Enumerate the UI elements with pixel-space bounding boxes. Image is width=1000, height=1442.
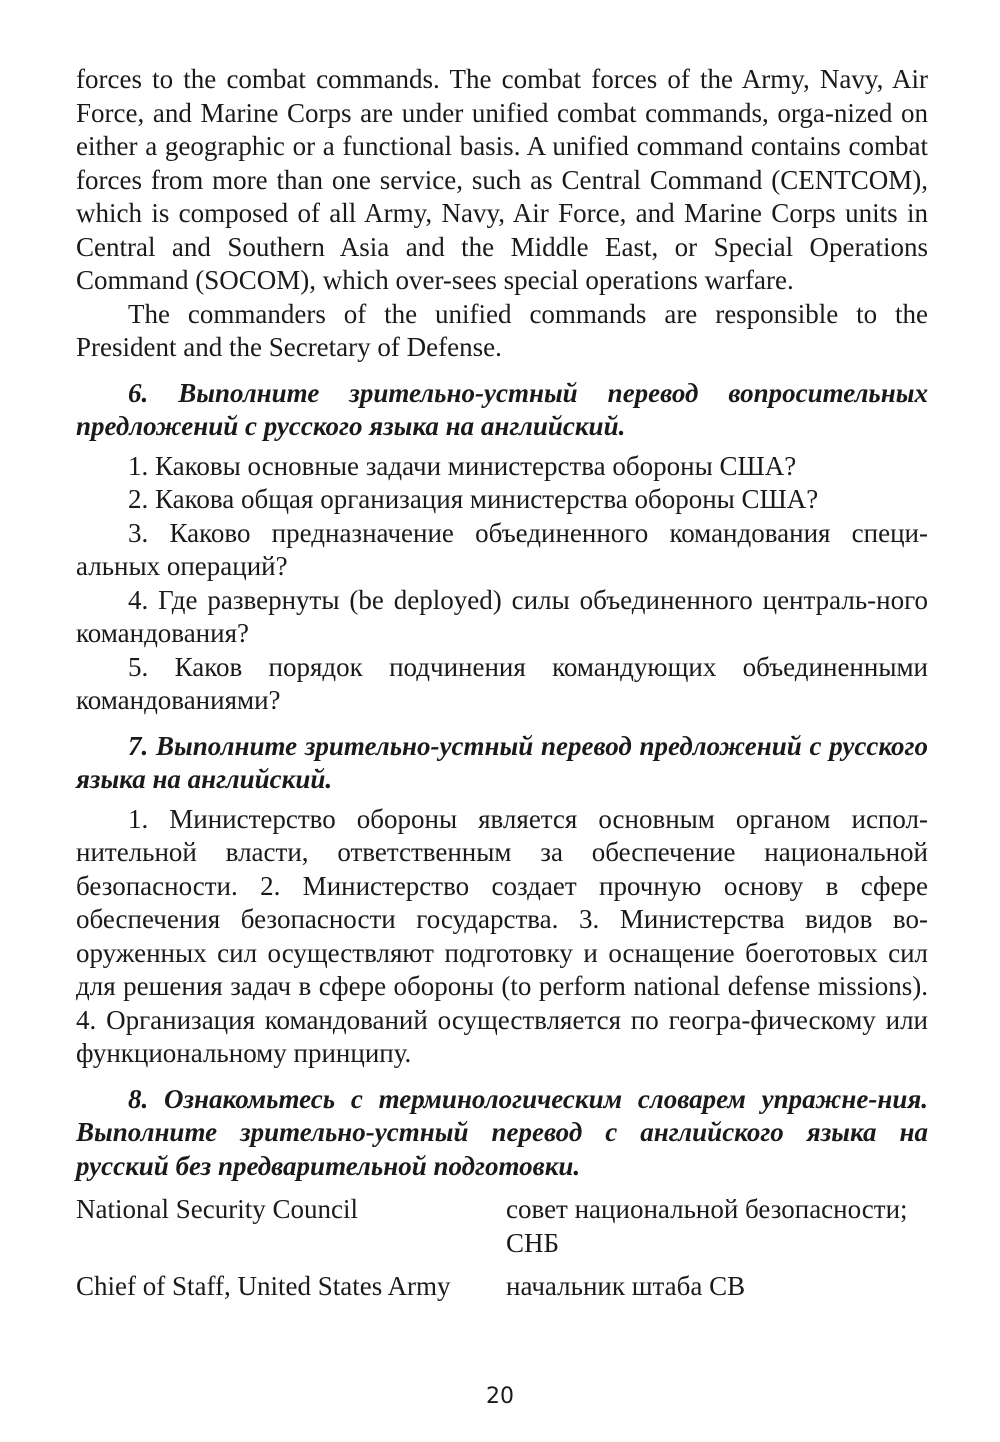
task-8-heading: 8. Ознакомьтесь с терминологическим словарем упражне-ния. Выполните зрительно-устный перевод с английского языка на русский без предварительной подготовки. [76,1083,928,1181]
list-item: 2. Какова общая организация министерства обороны США? [128,484,819,514]
task-6-list [76,450,928,718]
glossary-translation: начальник штаба СВ [506,1271,746,1301]
glossary [76,1193,928,1304]
list-item: 1. Каковы основные задачи министерства обороны США? [128,450,797,481]
list-item: 3. Каково предназначение объединенного командования специ-альных операций? [76,517,928,581]
glossary-term: Chief of Staff, United States Army [76,1271,451,1301]
list-item: 4. Где развернуты (be deployed) силы объединенного централь-ного командования? [76,584,928,648]
task-7-heading: 7. Выполните зрительно-устный перевод предложений с русского языка на английский. [76,730,928,794]
paragraph-1: forces to the combat commands. The combat forces of the Army, Navy, Air Force, and Marine Corps are under unified combat commands, orga-nized on either a geographic or a functional basis. A unified command contains combat forces from more than one service, such as Central Command (CENTCOM), which is composed of all Army, Navy, Air Force, and Marine Corps units in Central and Southern Asia and the Middle East, or Special Operations Command (SOCOM), which over-sees special operations warfare. [76,64,928,295]
page-number: 20 [486,1384,514,1409]
list-item: 5. Каков порядок подчинения командующих объединенными командованиями? [76,651,928,715]
paragraph-2: The commanders of the unified commands are responsible to the President and the Secretary of Defense. [76,298,928,362]
task-7-text: 1. Министерство обороны является основным органом испол-нительной власти, ответственным за обеспечение национальной безопасности. 2. Министерство создает прочную основу в сфере обеспечения безопасности государства. 3. Министерства видов во-оруженных сил осуществляют подготовку и оснащение боеготовых сил для решения задач в сфере обороны (to perform national defense missions). 4. Организация командований осуществляется по геогра-фическому или функциональному принципу. [76,803,928,1068]
glossary-term: National Security Council [76,1194,358,1224]
glossary-translation: совет национальной безопасности; СНБ [506,1194,908,1258]
page-body [76,63,928,1304]
task-6-heading: 6. Выполните зрительно-устный перевод вопросительных предложений с русского языка на английский. [76,377,928,441]
